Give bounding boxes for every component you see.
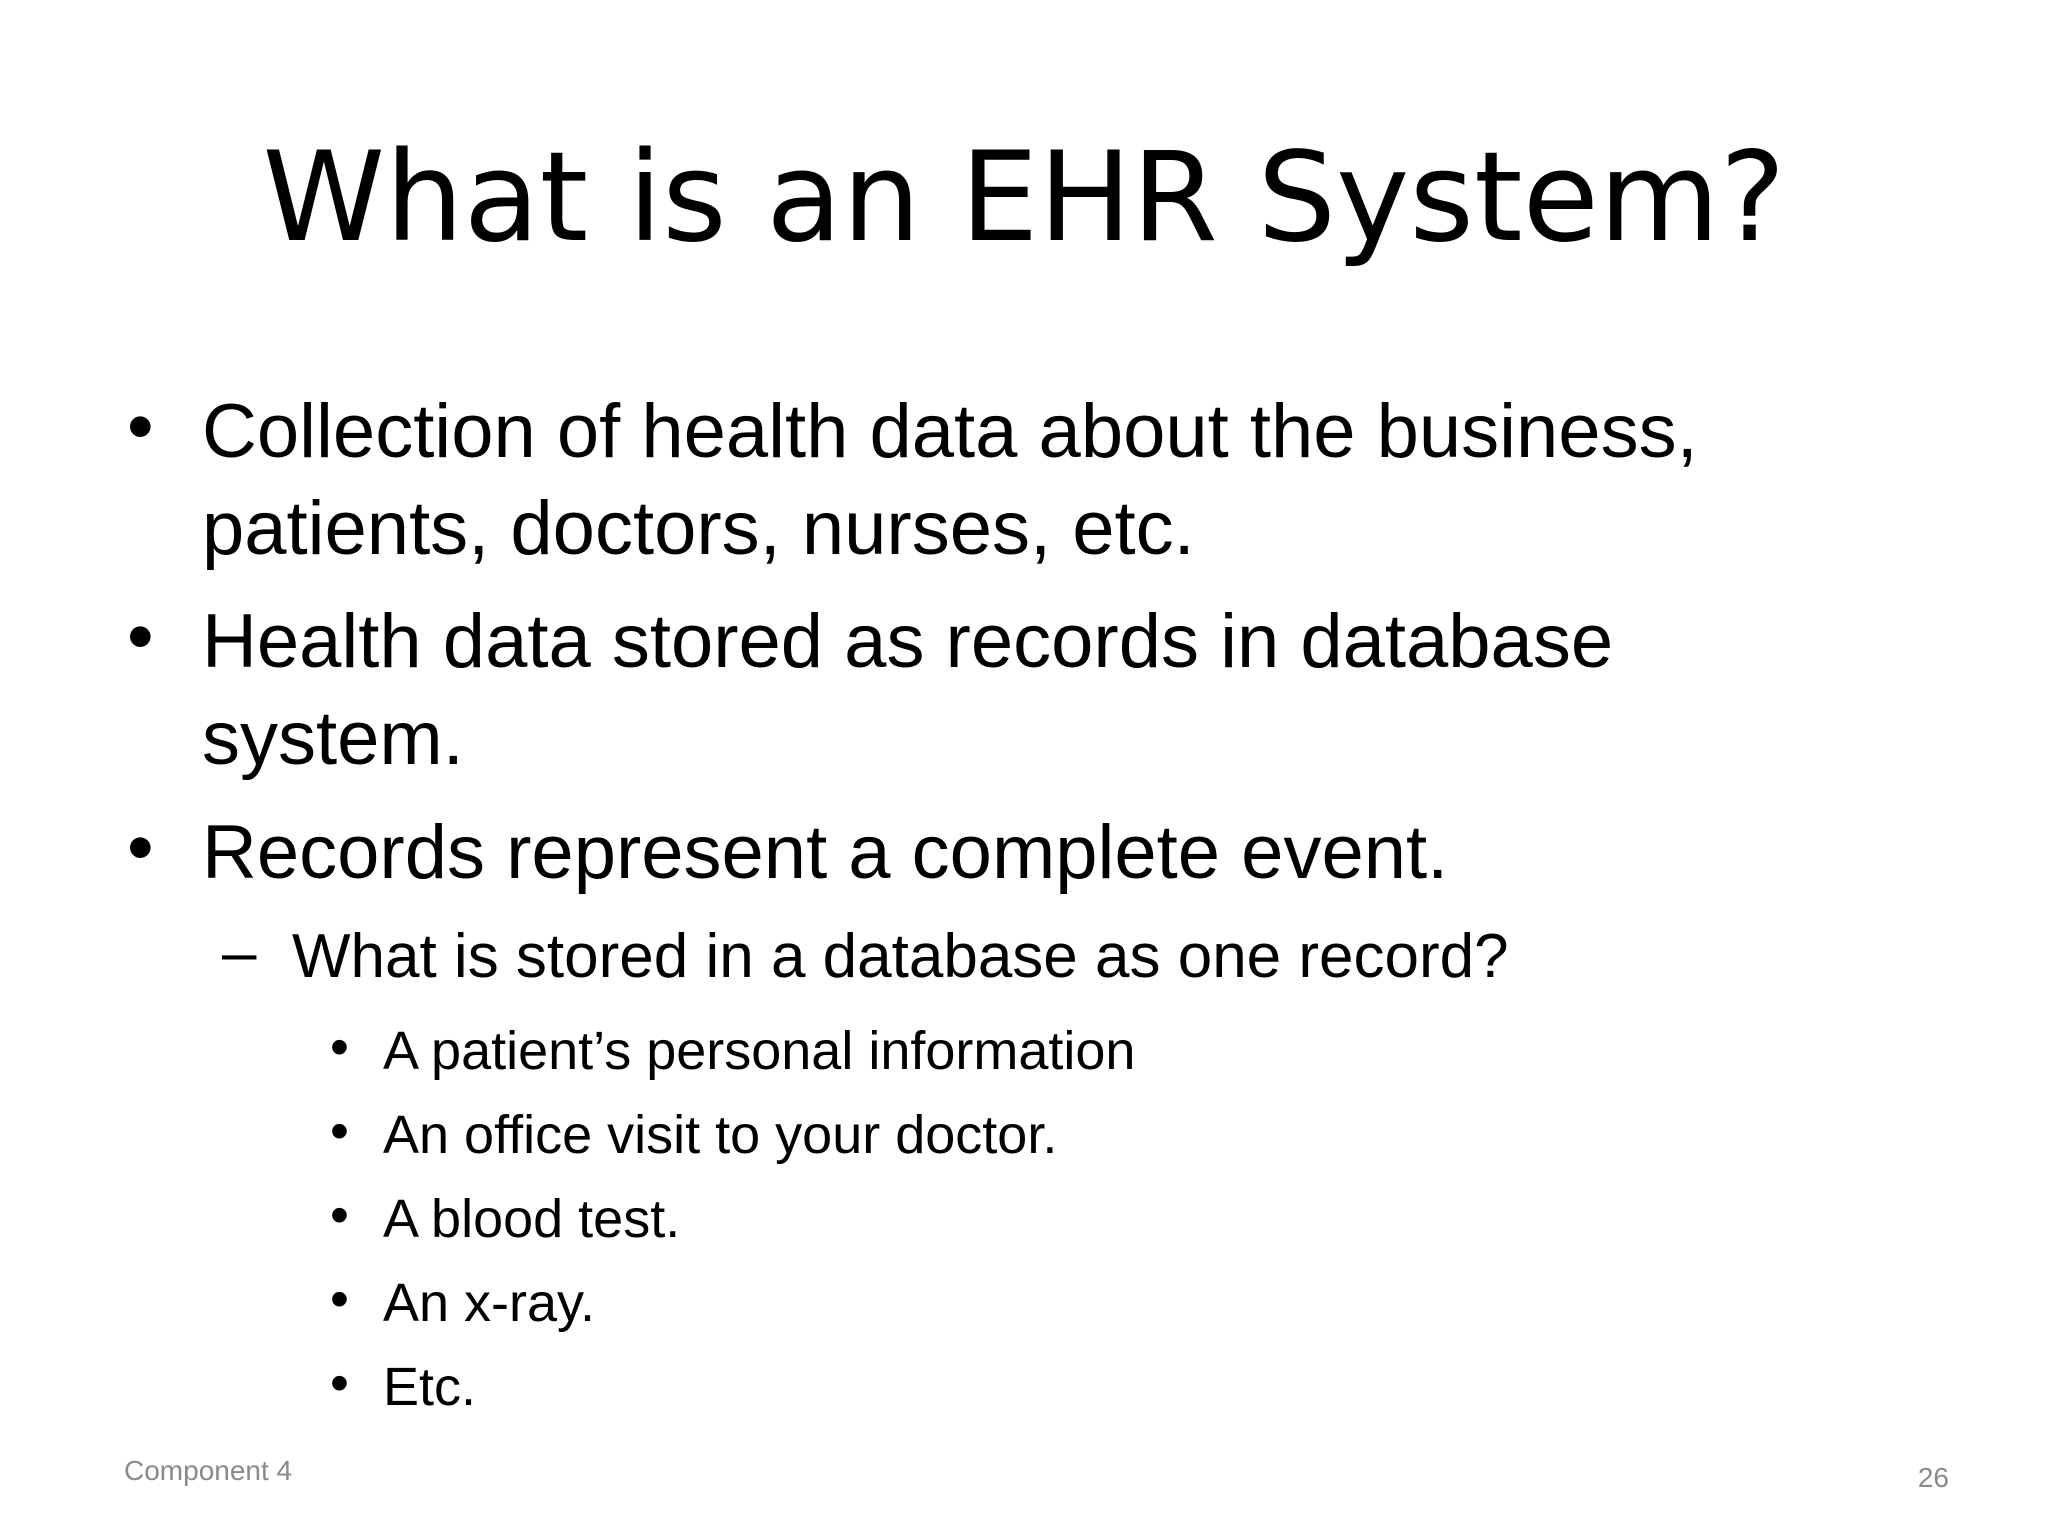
bullet-marker: • — [330, 1101, 349, 1161]
bullet-text: Collection of health data about the business, patients, doctors, nurses, etc. — [202, 389, 1698, 571]
bullet-marker: • — [127, 384, 154, 469]
bullet-marker: • — [330, 1017, 349, 1077]
sub-bullet-text: What is stored in a database as one record? — [292, 922, 1509, 991]
slide-page-number: 26 — [1917, 1462, 1949, 1493]
bullet-marker: • — [330, 1269, 349, 1329]
dash-marker: – — [222, 918, 257, 987]
sub-sub-bullet-text: An office visit to your doctor. — [383, 1105, 1058, 1165]
slide-title: What is an EHR System? — [262, 126, 1786, 270]
sub-sub-bullet-text: A patient’s personal information — [383, 1021, 1136, 1081]
bullet-marker: • — [127, 805, 154, 890]
bullet-marker: • — [330, 1353, 349, 1413]
footer-component-label: Component 4 — [124, 1455, 293, 1486]
bullet-text: Records represent a complete event. — [202, 810, 1449, 895]
sub-sub-bullet-text: Etc. — [383, 1357, 477, 1417]
sub-sub-bullet-text: An x-ray. — [383, 1273, 596, 1333]
sub-sub-bullet-text: A blood test. — [383, 1189, 681, 1249]
bullet-marker: • — [330, 1185, 349, 1245]
bullet-marker: • — [127, 594, 154, 679]
bullet-text: Health data stored as records in database system. — [202, 599, 1614, 781]
